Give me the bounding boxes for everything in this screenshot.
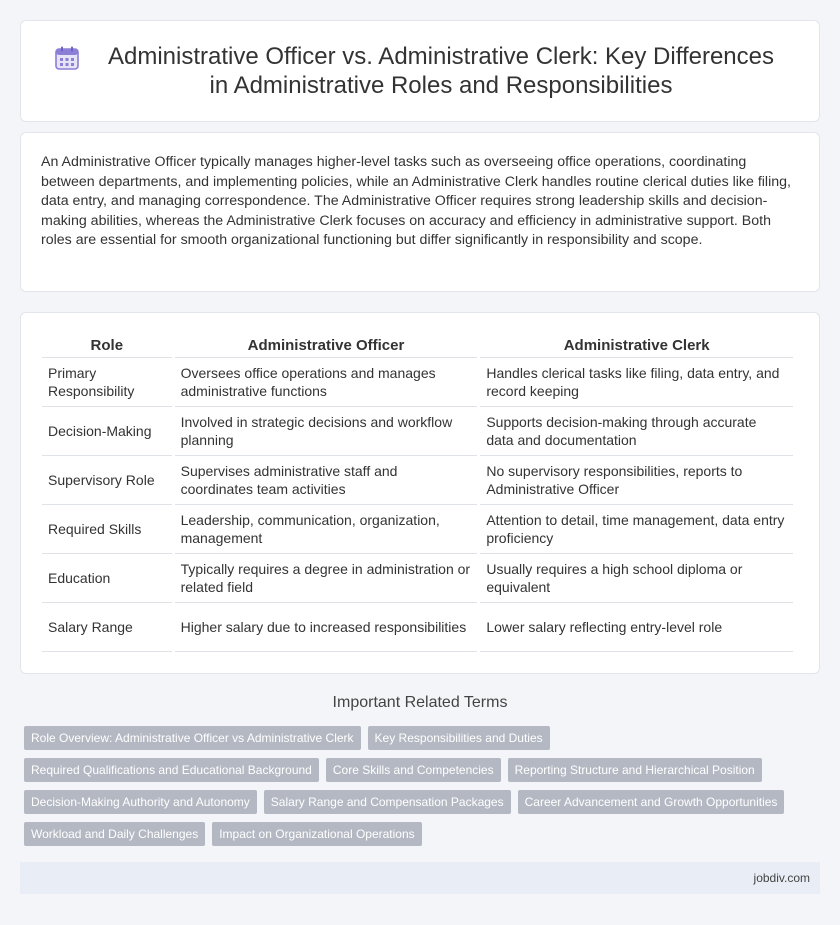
- row-clerk: Attention to detail, time management, data entry proficiency: [480, 505, 793, 554]
- table-row: [42, 505, 793, 554]
- table-header-row: [42, 333, 793, 358]
- title-wrap: [54, 42, 786, 100]
- row-officer: Higher salary due to increased responsibilities: [175, 603, 478, 652]
- calendar-icon: [54, 45, 80, 71]
- row-clerk: Usually requires a high school diploma or equivalent: [480, 554, 793, 603]
- footer-site-link[interactable]: jobdiv.com: [753, 871, 810, 885]
- row-clerk: No supervisory responsibilities, reports to Administrative Officer: [480, 456, 793, 505]
- related-term-tag[interactable]: Decision-Making Authority and Autonomy: [24, 790, 257, 814]
- table-row: [42, 407, 793, 456]
- row-role: Primary Responsibility: [42, 358, 172, 407]
- row-role: Required Skills: [42, 505, 172, 554]
- header-role: Role: [42, 333, 172, 358]
- related-term-tag[interactable]: Reporting Structure and Hierarchical Position: [508, 758, 762, 782]
- table-row: [42, 554, 793, 603]
- table-row: [42, 603, 793, 652]
- header-officer: Administrative Officer: [175, 333, 478, 358]
- row-officer: Supervises administrative staff and coordinates team activities: [175, 456, 478, 505]
- table-row: [42, 456, 793, 505]
- row-role: Decision-Making: [42, 407, 172, 456]
- tag-row: [24, 822, 824, 846]
- tag-row: [24, 726, 824, 750]
- tag-row: [24, 758, 824, 782]
- comparison-table: [39, 333, 796, 652]
- intro-card: [20, 132, 820, 292]
- related-term-tag[interactable]: Career Advancement and Growth Opportunities: [518, 790, 785, 814]
- row-officer: Involved in strategic decisions and workflow planning: [175, 407, 478, 456]
- tag-row: [24, 790, 824, 814]
- title-card: [20, 20, 820, 122]
- row-clerk: Lower salary reflecting entry-level role: [480, 603, 793, 652]
- related-term-tag[interactable]: Impact on Organizational Operations: [212, 822, 421, 846]
- related-term-tag[interactable]: Workload and Daily Challenges: [24, 822, 205, 846]
- row-clerk: Supports decision-making through accurate data and documentation: [480, 407, 793, 456]
- row-clerk: Handles clerical tasks like filing, data entry, and record keeping: [480, 358, 793, 407]
- comparison-card: [20, 312, 820, 674]
- page-title: Administrative Officer vs. Administrative Clerk: Key Differences in Administrative Roles and Responsibilities: [108, 43, 774, 99]
- related-term-tag[interactable]: Role Overview: Administrative Officer vs Administrative Clerk: [24, 726, 361, 750]
- row-role: Salary Range: [42, 603, 172, 652]
- footer: [20, 862, 820, 894]
- row-role: Education: [42, 554, 172, 603]
- row-officer: Typically requires a degree in administration or related field: [175, 554, 478, 603]
- row-officer: Leadership, communication, organization, management: [175, 505, 478, 554]
- related-term-tag[interactable]: Salary Range and Compensation Packages: [264, 790, 511, 814]
- row-role: Supervisory Role: [42, 456, 172, 505]
- intro-text: An Administrative Officer typically manages higher-level tasks such as overseeing office operations, coordinating between departments, and implementing policies, while an Administrative Clerk handles routine clerical duties like filing, data entry, and managing correspondence. The Administrative Officer requires strong leadership skills and decision-making abilities, whereas the Administrative Clerk focuses on accuracy and efficiency in administrative support. Both roles are essential for smooth organizational functioning but differ significantly in responsibility and scope.: [41, 154, 791, 249]
- related-term-tag[interactable]: Core Skills and Competencies: [326, 758, 501, 782]
- header-clerk: Administrative Clerk: [480, 333, 793, 358]
- row-officer: Oversees office operations and manages administrative functions: [175, 358, 478, 407]
- related-terms-tags: [24, 726, 824, 854]
- related-terms-title: Important Related Terms: [332, 694, 508, 711]
- table-row: [42, 358, 793, 407]
- related-term-tag[interactable]: Required Qualifications and Educational Background: [24, 758, 319, 782]
- related-term-tag[interactable]: Key Responsibilities and Duties: [368, 726, 550, 750]
